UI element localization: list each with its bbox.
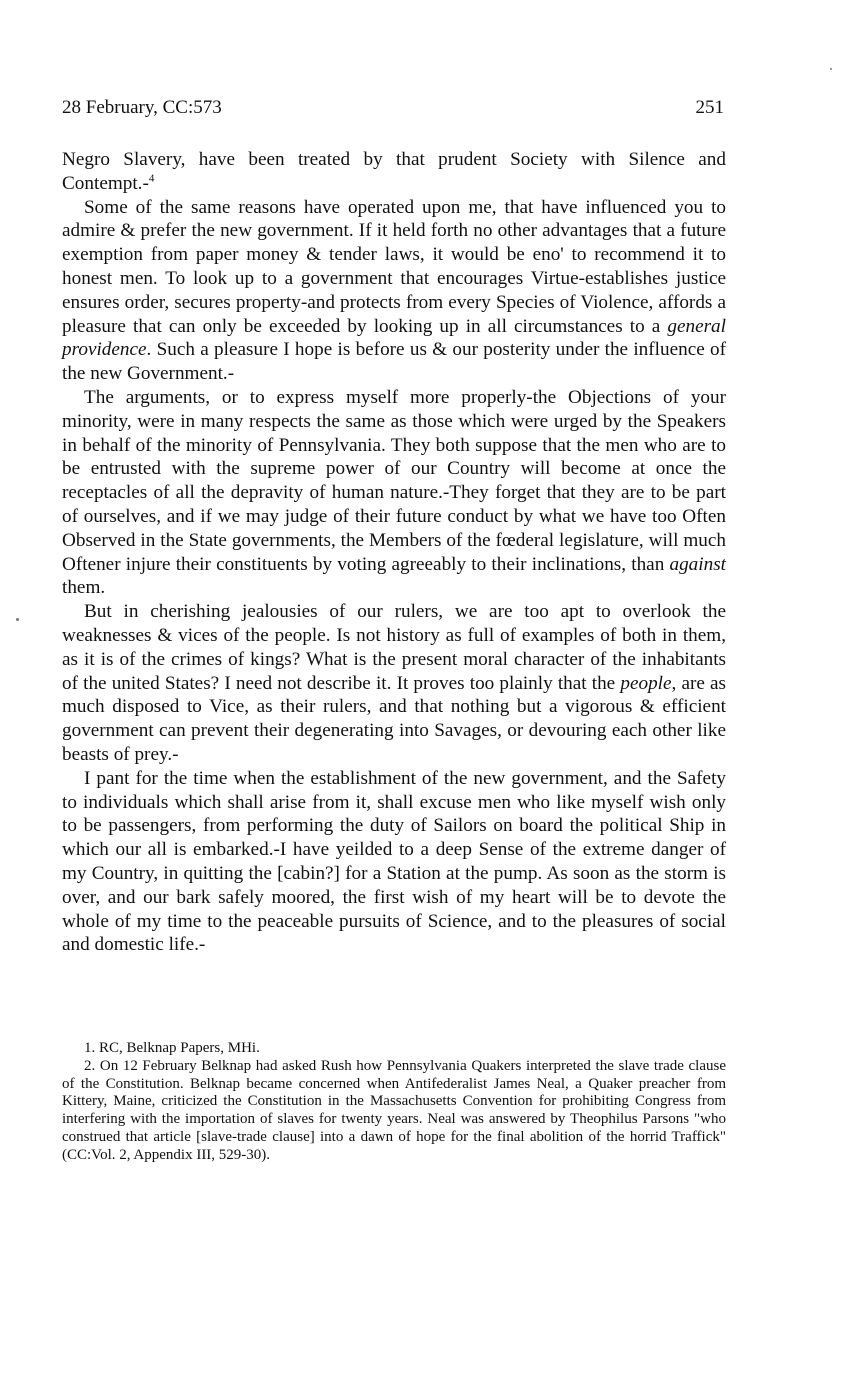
paragraph-text: I pant for the time when the establishment of the new government, and the Safety to individuals which shall arise from it, shall excuse men who like myself wish only to be passengers, from performing the duty of Sailors on board the political Ship in which our all is embarked.-I have yeilded to a deep Sense of the extreme danger of my Country, in quitting the [cabin?] for a Station at the pump. As soon as the storm is over, and our bark safely moored, the first wish of my heart will be to devote the whole of my time to the peaceable pursuits of Science, and to the pleasures of social and domestic life.- [62,767,726,956]
page-number: 251 [695,97,724,118]
header-date-reference: 28 February, CC:573 [62,97,222,118]
footnote: 1. RC, Belknap Papers, MHi. [84,1040,260,1056]
paragraph [62,196,726,386]
footnote: 2. On 12 February Belknap had asked Rush how Pennsylvania Quakers interpreted the slave trade clause of the Constitution. Belknap became concerned when Antifederalist James Neal, a Quaker preacher from Kittery, Maine, criticized the Constitution in the Massachusetts Convention for prohibiting Congress from interfering with the importation of slaves for twenty years. Neal was answered by Theophilus Parsons "who construed that article [slave-trade clause] into a dawn of hope for the final abolition of the horrid Traffick" (CC:Vol. 2, Appendix III, 529-30). [62,1057,726,1163]
paragraph-text: The arguments, or to express myself more properly-the Objections of your minority, were in many respects the same as those which were urged by the Speakers in behalf of the minority of Pennsylvania. They both suppose that the men who are to be entrusted with the supreme power of our Country will become at once the receptacles of all the depravity of human nature.-They forget that they are to be part of ourselves, and if we may judge of their future conduct by what we have too Often Observed in the State governments, the Members of the fœderal legislature, will much Oftener injure their constituents by voting agreeably to their inclinations, than [62,386,726,575]
paragraph [62,600,726,767]
paragraph-text: them. [62,577,106,599]
paragraph-text: , are as much disposed to Vice, as their rulers, and that nothing but a vigorous & efficient government can prevent their degenerating into Savages, or devouring each other like beasts of prey.- [62,672,727,765]
paragraph-continued [62,148,726,196]
paragraph-text: But in cherishing jealousies of our rulers, we are too apt to overlook the weaknesses & vices of the people. Is not history as full of examples of both in them, as it is of the crimes of kings? What is the present moral character of the inhabitants of the united States? I need not describe it. It proves too plainly that the [62,601,726,694]
scan-speck [830,68,832,70]
paragraph-text: . Such a pleasure I hope is before us & our posterity under the influence of the new Government.- [62,339,726,385]
scan-speck [16,618,19,621]
paragraph [62,767,726,957]
italic-phrase: general providence [62,315,726,361]
letter-body [62,148,726,957]
italic-phrase: people [620,672,672,694]
paragraph-text: Negro Slavery, have been treated by that prudent Society with Silence and Contempt.- [62,149,726,194]
footnote-ref: 4 [148,172,155,185]
footnotes [62,1040,726,1165]
paragraph-text: Some of the same reasons have operated upon me, that have influenced you to admire & prefer the new government. If it held forth no other advantages that a future exemption from paper money & tender laws, it would be eno' to recommend it to honest men. To look up to a government that encourages Virtue-establishes justice ensures order, secures property-and protects from every Species of Violence, affords a pleasure that can only be exceeded by looking up in all circumstances to a [62,196,726,337]
italic-phrase: against [669,553,726,575]
paragraph [62,386,726,600]
